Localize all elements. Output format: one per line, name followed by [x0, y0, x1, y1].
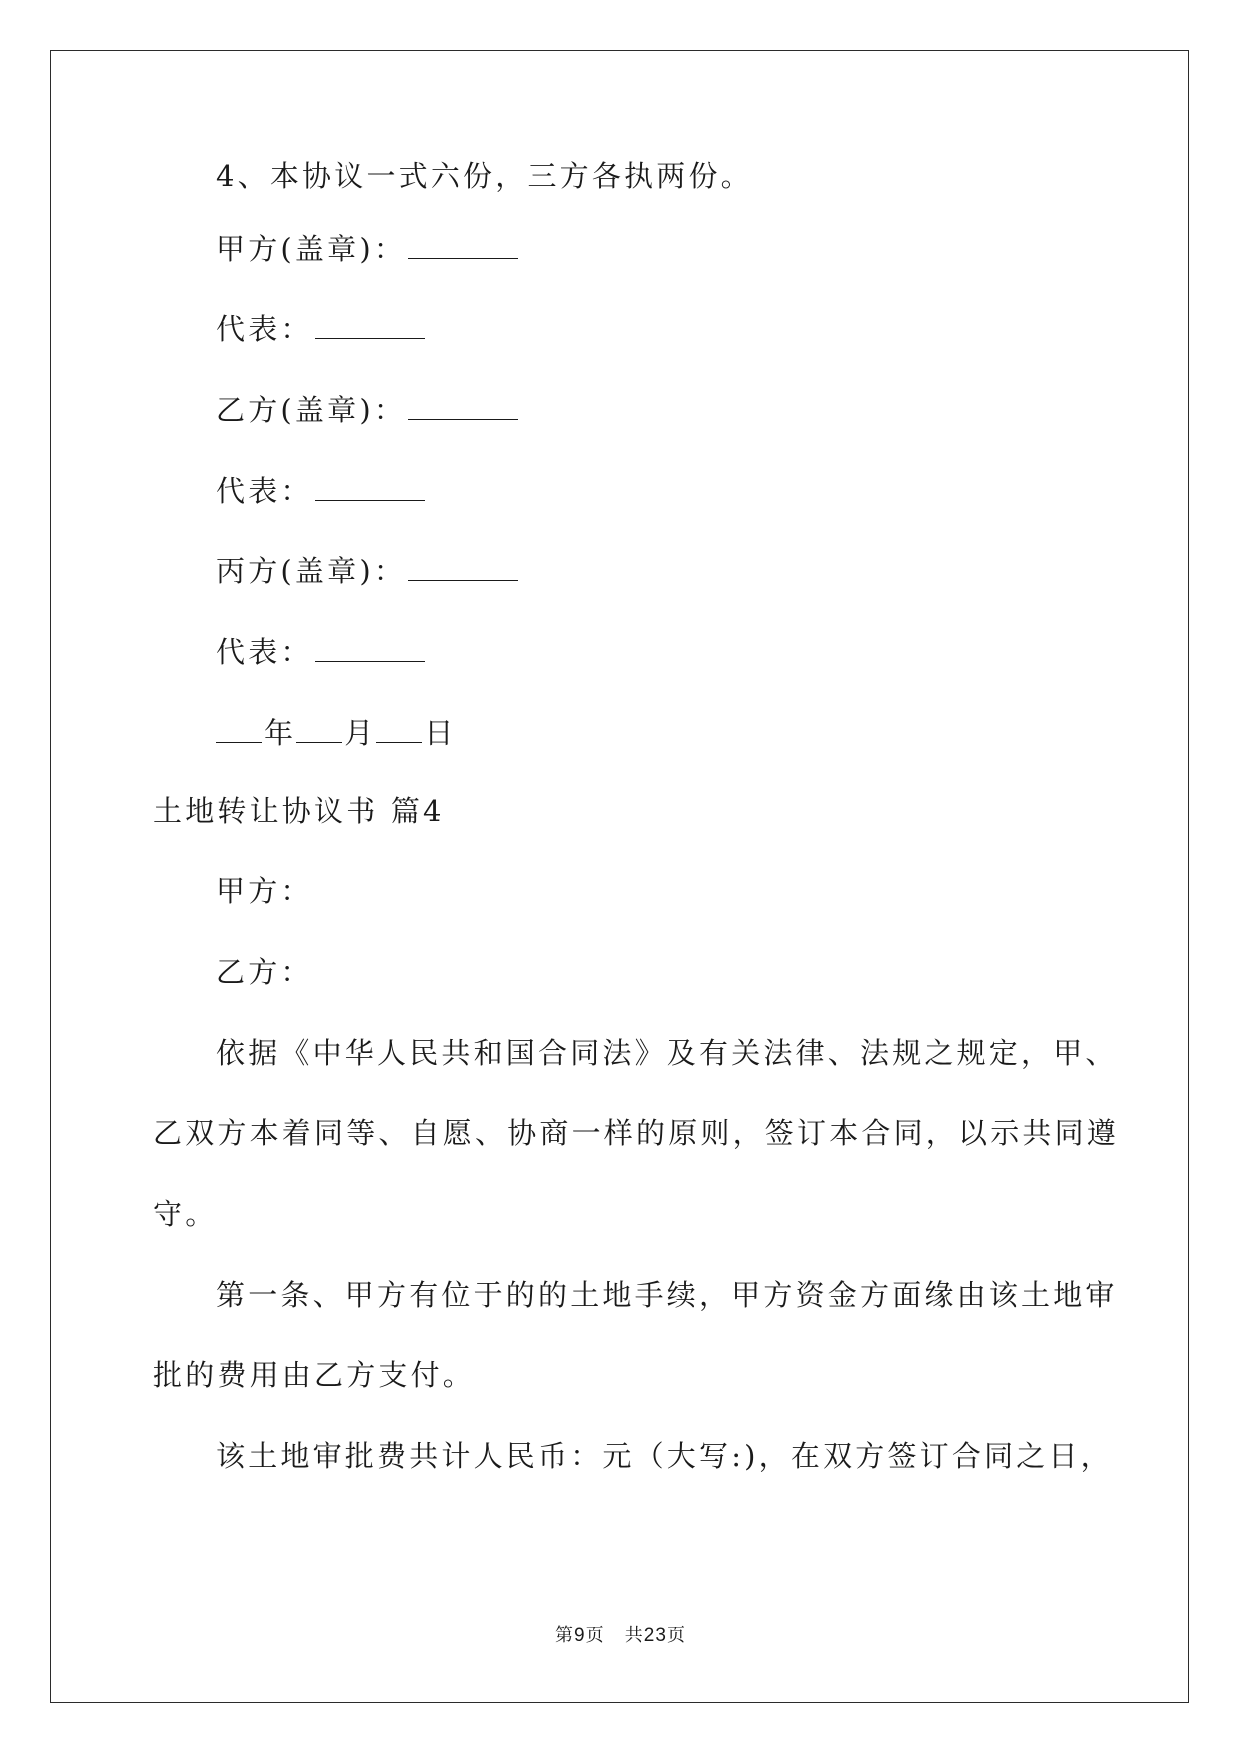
day-blank — [376, 716, 422, 743]
footer-total-prefix: 共 — [624, 1625, 644, 1646]
party-b-seal-blank — [408, 393, 518, 420]
basis-line-3: 守。 — [153, 1197, 218, 1231]
party-b-seal-label: 乙方(盖章)： — [216, 393, 407, 427]
rep-label-3: 代表： — [216, 635, 313, 669]
party-c-seal-label: 丙方(盖章)： — [216, 554, 407, 588]
month-label: 月 — [344, 716, 377, 750]
party-a: 甲方： — [216, 874, 313, 908]
footer-page-number: 9 — [574, 1625, 586, 1646]
fee-line-1: 该土地审批费共计人民币：元（大写:)，在双方签订合同之日， — [216, 1439, 1113, 1473]
rep-label-1: 代表： — [216, 312, 313, 346]
page-footer — [0, 1621, 1241, 1647]
rep-blank-2 — [315, 474, 425, 501]
date-line — [216, 716, 457, 748]
rep-line-3 — [216, 635, 425, 667]
month-blank — [296, 716, 342, 743]
rep-line-2 — [216, 474, 425, 506]
section-title: 土地转让协议书 篇4 — [153, 794, 445, 828]
footer-total-pages: 23 — [643, 1625, 667, 1646]
rep-blank-3 — [315, 635, 425, 662]
day-label: 日 — [424, 716, 457, 750]
article-1-line-1: 第一条、甲方有位于的的土地手续，甲方资金方面缘由该土地审 — [216, 1278, 1118, 1312]
footer-page-suffix: 页 — [585, 1625, 605, 1646]
rep-blank-1 — [315, 312, 425, 339]
basis-line-1: 依据《中华人民共和国合同法》及有关法律、法规之规定，甲、 — [216, 1036, 1118, 1070]
party-a-seal-blank — [408, 232, 518, 259]
rep-line-1 — [216, 312, 425, 344]
party-a-seal-label: 甲方(盖章)： — [216, 232, 407, 266]
party-b: 乙方： — [216, 955, 313, 989]
footer-total-suffix: 页 — [666, 1625, 686, 1646]
party-c-seal-blank — [408, 554, 518, 581]
party-b-seal-line — [216, 393, 518, 425]
article-1-line-2: 批的费用由乙方支付。 — [153, 1358, 476, 1392]
year-label: 年 — [264, 716, 297, 750]
year-blank — [216, 716, 262, 743]
rep-label-2: 代表： — [216, 474, 313, 508]
clause-4: 4、本协议一式六份，三方各执两份。 — [216, 159, 753, 193]
party-c-seal-line — [216, 554, 518, 586]
basis-line-2: 乙双方本着同等、自愿、协商一样的原则，签订本合同，以示共同遵 — [153, 1116, 1120, 1150]
footer-prefix: 第 — [555, 1625, 575, 1646]
party-a-seal-line — [216, 232, 518, 264]
